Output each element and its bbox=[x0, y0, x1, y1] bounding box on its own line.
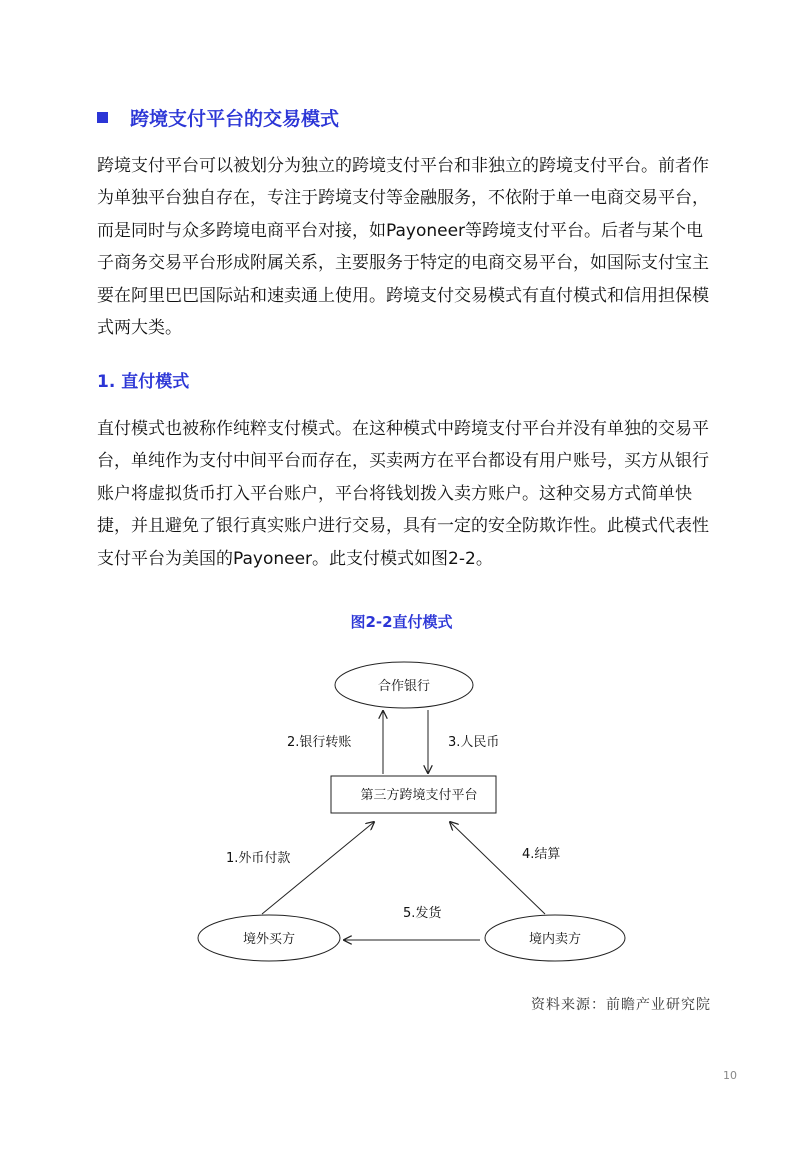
edge-shipping-label: 5.发货 bbox=[403, 906, 442, 921]
subsection-title: 1. 直付模式 bbox=[97, 372, 190, 392]
node-bank-label: 合作银行 bbox=[377, 679, 431, 694]
node-buyer bbox=[198, 915, 340, 961]
node-buyer-label: 境外买方 bbox=[242, 932, 296, 947]
node-bank bbox=[335, 662, 473, 708]
edge-foreign-payment-arrow bbox=[262, 822, 374, 914]
page-number: 10 bbox=[723, 1069, 737, 1082]
figure-title: 图2-2直付模式 bbox=[350, 613, 453, 631]
payment-flow-diagram bbox=[0, 640, 803, 980]
node-seller-label: 境内卖方 bbox=[528, 932, 582, 947]
edge-bank-transfer-label: 2.银行转账 bbox=[287, 735, 352, 750]
edge-rmb-label: 3.人民币 bbox=[448, 735, 500, 750]
node-platform-label: 第三方跨境支付平台 bbox=[360, 788, 478, 803]
paragraph-intro: 跨境支付平台可以被划分为独立的跨境支付平台和非独立的跨境支付平台。前者作为单独平台独自存在，专注于跨境支付等金融服务，不依附于单一电商交易平台，而是同时与众多跨境电商平台对接，如Payoneer等跨境支付平台。后者与某个电子商务交易平台形成附属关系，主要服务于特定的电商交易平台，如国际支付宝主要在阿里巴巴国际站和速卖通上使用。跨境支付交易模式有直付模式和信用担保模式两大类。 bbox=[97, 156, 709, 339]
figure-source: 资料来源：前瞻产业研究院 bbox=[531, 997, 711, 1013]
paragraph-direct-payment: 直付模式也被称作纯粹支付模式。在这种模式中跨境支付平台并没有单独的交易平台，单纯作为支付中间平台而存在，买卖两方在平台都设有用户账号，买方从银行账户将虚拟货币打入平台账户，平台将钱划拨入卖方账户。这种交易方式简单快捷，并且避免了银行真实账户进行交易，具有一定的安全防欺诈性。此模式代表性支付平台为美国的Payoneer。此支付模式如图2-2。 bbox=[97, 419, 709, 569]
node-platform bbox=[331, 776, 496, 813]
section-heading bbox=[97, 104, 339, 131]
edge-settlement-arrow bbox=[450, 822, 545, 914]
section-title: 跨境支付平台的交易模式 bbox=[130, 108, 340, 130]
node-seller bbox=[485, 915, 625, 961]
edge-foreign-payment-label: 1.外币付款 bbox=[226, 851, 291, 866]
edge-settlement-label: 4.结算 bbox=[522, 847, 561, 862]
bullet-square-icon bbox=[97, 112, 108, 123]
